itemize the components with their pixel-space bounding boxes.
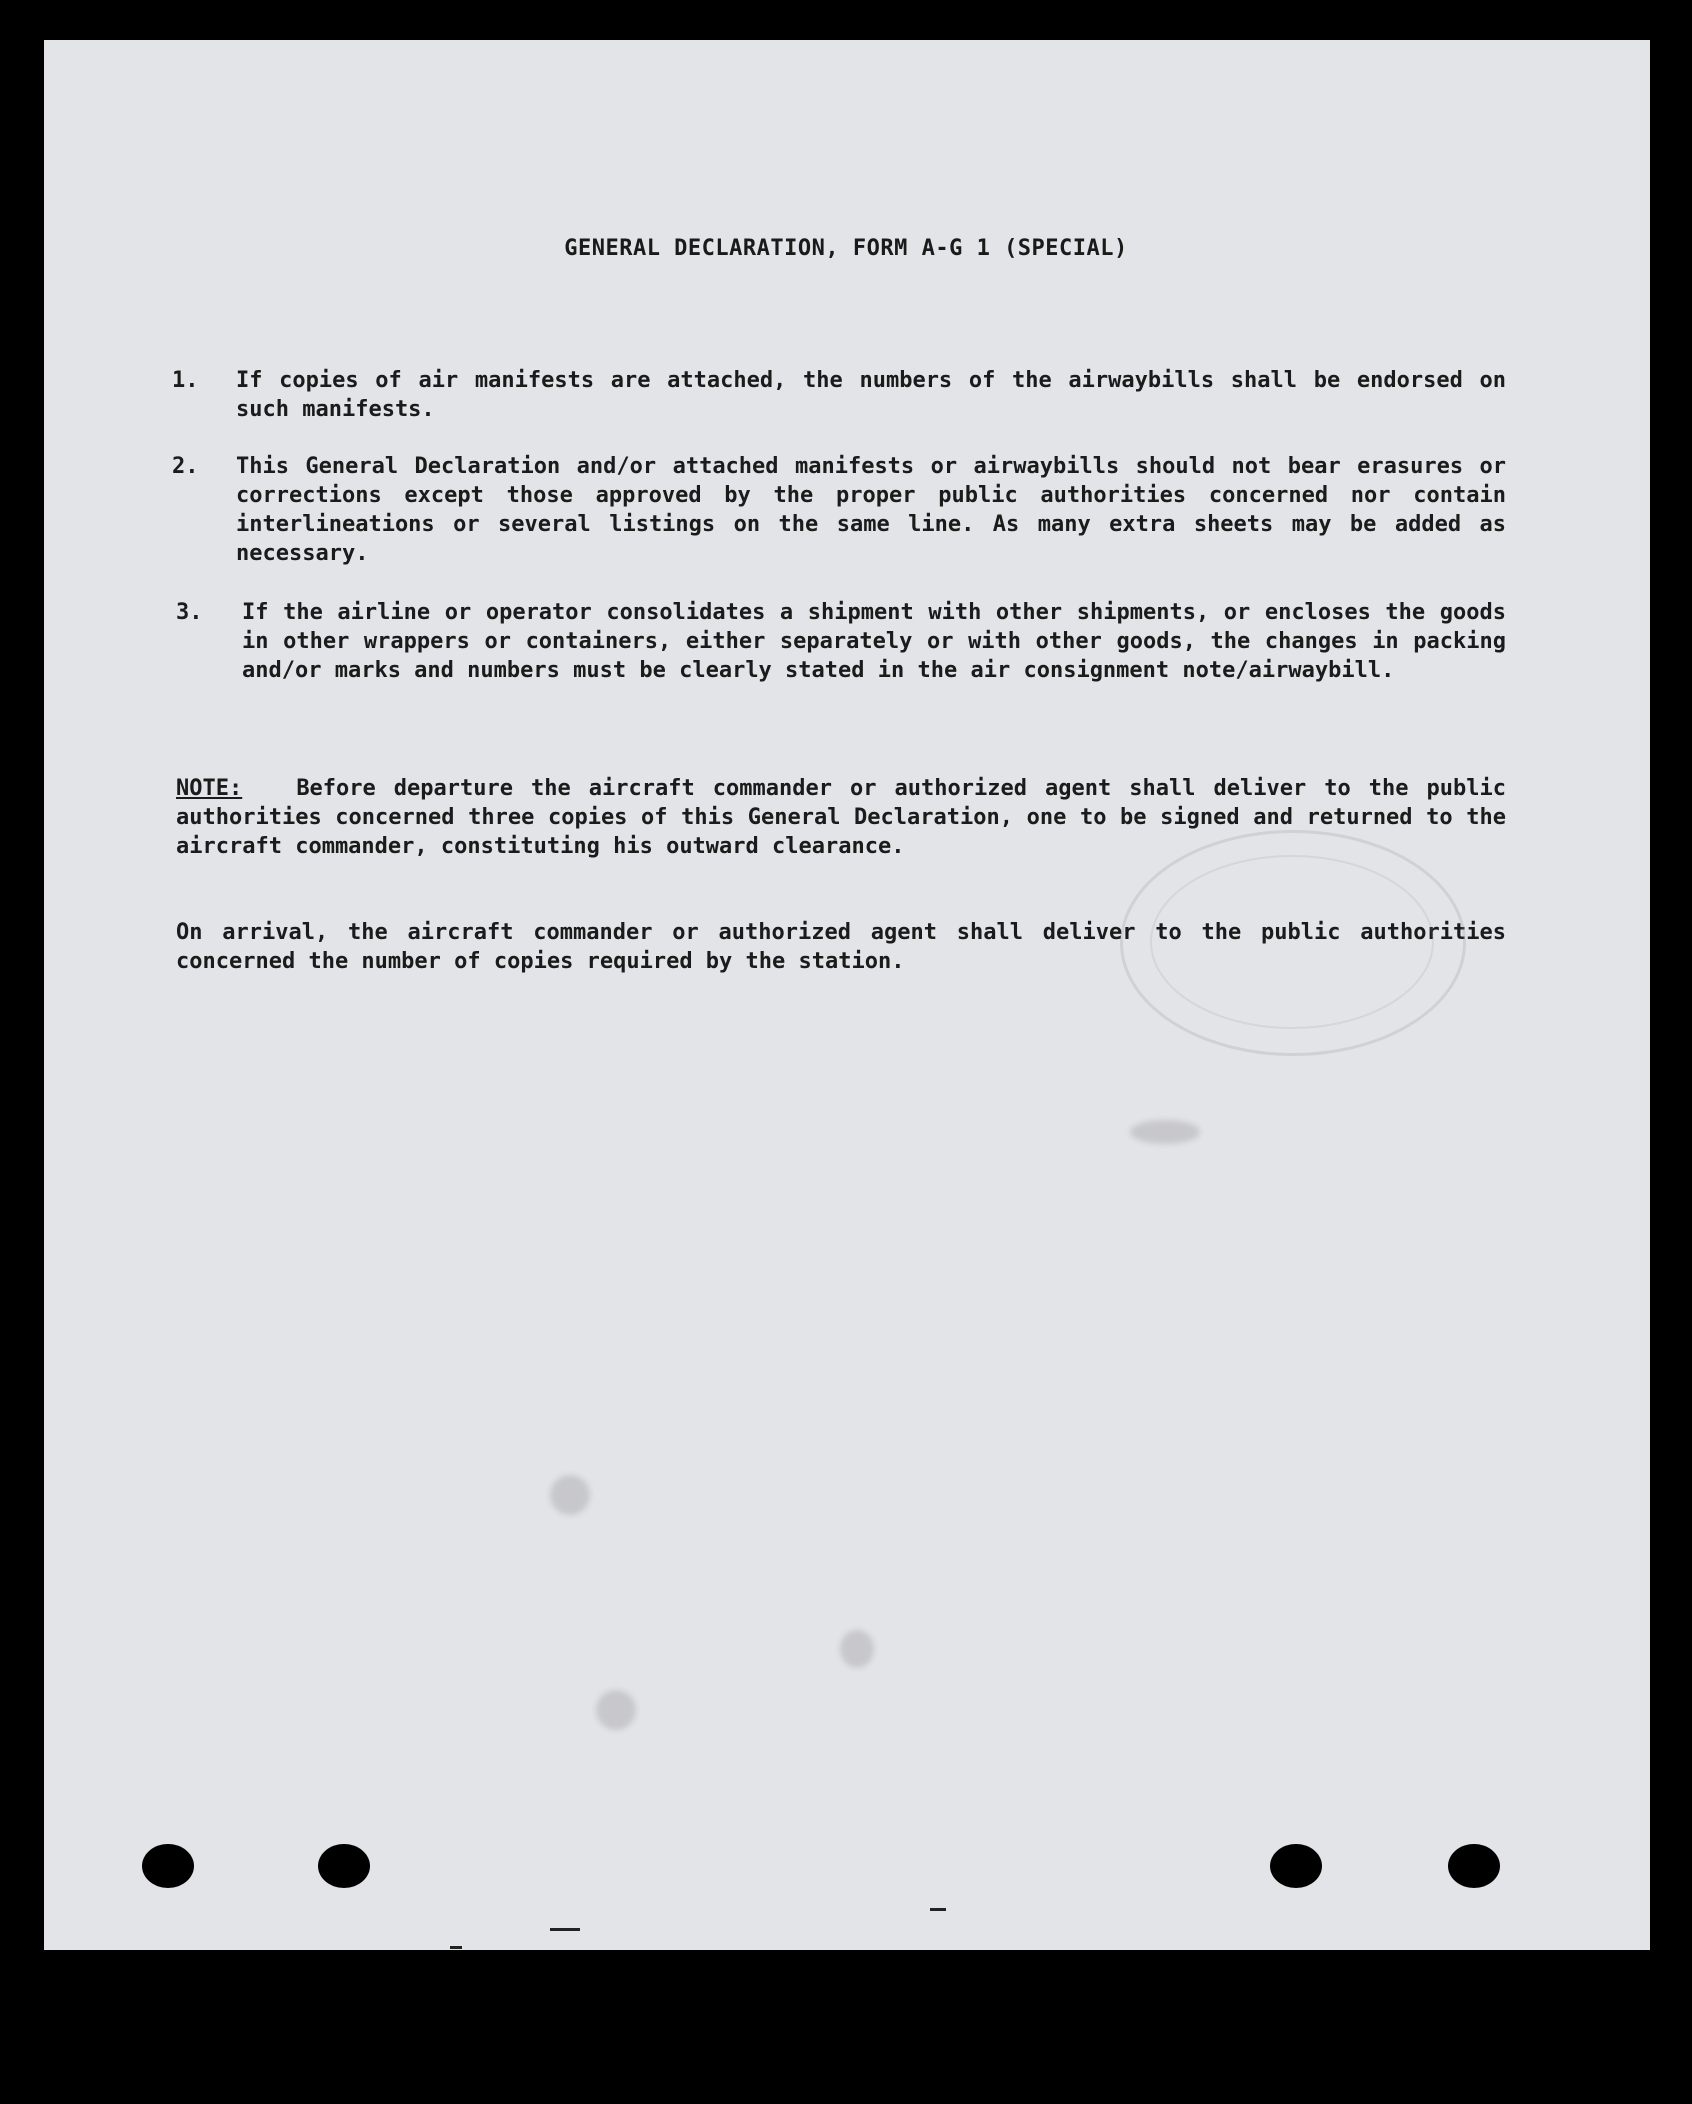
smudge	[1130, 1120, 1200, 1144]
note-label: NOTE:	[176, 776, 243, 801]
smudge	[596, 1690, 636, 1730]
item-text-2: This General Declaration and/or attached manifests or airwaybills should not bear erasures or corrections except those approved by the proper public authorities concerned nor contain interlineations or several listings on the same line. As many extra sheets may be added as necessary.	[236, 454, 1506, 566]
punch-hole	[1448, 1844, 1500, 1888]
punch-hole	[1270, 1844, 1322, 1888]
smudge	[550, 1475, 590, 1515]
faint-stamp-inner-ring	[1150, 855, 1434, 1029]
scan-mark	[450, 1946, 462, 1949]
item-text-3: If the airline or operator consolidates a shipment with other shipments, or encloses the goods in other wrappers or containers, either separately or with other goods, the changes in packing and/or marks and numbers must be clearly stated in the air consignment note/airwaybill.	[242, 600, 1506, 683]
punch-hole	[318, 1844, 370, 1888]
note-text: Before departure the aircraft commander or authorized agent shall deliver to the public authorities concerned three copies of this General Declaration, one to be signed and returned to the aircraft commander, constituting his outward clearance.	[176, 776, 1506, 859]
scan-mark	[550, 1928, 580, 1931]
arrival-paragraph: On arrival, the aircraft commander or authorized agent shall deliver to the public authorities concerned the number of copies required by the station.	[176, 920, 1506, 974]
item-text-1: If copies of air manifests are attached, the numbers of the airwaybills shall be endorsed on such manifests.	[236, 368, 1506, 422]
scan-mark	[930, 1908, 946, 1911]
punch-hole	[142, 1844, 194, 1888]
item-number-2: 2.	[172, 454, 199, 479]
document-title: GENERAL DECLARATION, FORM A-G 1 (SPECIAL)	[564, 236, 1128, 261]
smudge	[840, 1630, 874, 1668]
item-number-3: 3.	[176, 600, 203, 625]
item-number-1: 1.	[172, 368, 199, 393]
